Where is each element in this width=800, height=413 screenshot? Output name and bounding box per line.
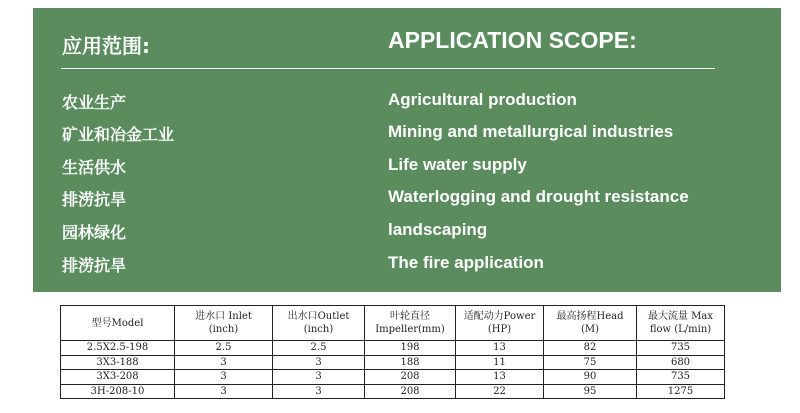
- cell-inlet: 3: [175, 370, 273, 385]
- cell-impeller: 188: [365, 355, 456, 370]
- cell-outlet: 2.5: [273, 341, 365, 356]
- header-max-flow: 最大流量 Max flow (L/min): [637, 306, 725, 341]
- table-row: [61, 355, 725, 370]
- cell-head: 95: [544, 384, 637, 399]
- table-row: [61, 341, 725, 356]
- table-row: [61, 370, 725, 385]
- cell-impeller: 208: [365, 370, 456, 385]
- cell-outlet: 3: [273, 370, 365, 385]
- cell-outlet: 3: [273, 384, 365, 399]
- cell-inlet: 2.5: [175, 341, 273, 356]
- cell-model: 2.5X2.5-198: [61, 341, 175, 356]
- scope-item-cn: 生活供水: [62, 158, 127, 177]
- table-header-row: [61, 306, 725, 341]
- scope-item-en: The fire application: [388, 253, 544, 272]
- cell-impeller: 208: [365, 384, 456, 399]
- scope-item-cn: 排涝抗旱: [62, 256, 127, 275]
- scope-item-en: Life water supply: [388, 155, 527, 174]
- scope-item-en: Agricultural production: [388, 90, 577, 109]
- cell-impeller: 198: [365, 341, 456, 356]
- header-model: 型号Model: [61, 306, 175, 341]
- cell-head: 75: [544, 355, 637, 370]
- cell-power: 22: [456, 384, 544, 399]
- scope-item-en: Mining and metallurgical industries: [388, 122, 674, 141]
- cell-power: 11: [456, 355, 544, 370]
- scope-item-cn: 农业生产: [62, 93, 127, 112]
- scope-item-cn: 矿业和冶金工业: [62, 125, 175, 144]
- scope-item-en: landscaping: [388, 220, 488, 239]
- cell-max-flow: 735: [637, 341, 725, 356]
- table-row: [61, 384, 725, 399]
- header-inlet: 进水口 Inlet (inch): [175, 306, 273, 341]
- scope-item-en: Waterlogging and drought resistance: [388, 187, 689, 206]
- cell-inlet: 3: [175, 384, 273, 399]
- header-power: 适配动力Power (HP): [456, 306, 544, 341]
- cell-power: 13: [456, 370, 544, 385]
- cell-max-flow: 1275: [637, 384, 725, 399]
- application-scope-panel: [33, 8, 781, 292]
- header-head: 最高扬程Head (M): [544, 306, 637, 341]
- cell-max-flow: 735: [637, 370, 725, 385]
- header-outlet: 出水口Outlet (inch): [273, 306, 365, 341]
- cell-head: 82: [544, 341, 637, 356]
- cell-outlet: 3: [273, 355, 365, 370]
- cell-max-flow: 680: [637, 355, 725, 370]
- cell-model: 3H-208-10: [61, 384, 175, 399]
- scope-heading-cn: 应用范围:: [62, 34, 150, 58]
- header-impeller: 叶轮直径 Impeller(mm): [365, 306, 456, 341]
- specification-table: [60, 305, 725, 399]
- cell-model: 3X3-188: [61, 355, 175, 370]
- specification-table-wrapper: [60, 305, 724, 399]
- cell-model: 3X3-208: [61, 370, 175, 385]
- heading-divider: [61, 68, 715, 69]
- cell-power: 13: [456, 341, 544, 356]
- cell-inlet: 3: [175, 355, 273, 370]
- scope-item-cn: 园林绿化: [62, 223, 127, 242]
- cell-head: 90: [544, 370, 637, 385]
- scope-heading-en: APPLICATION SCOPE:: [388, 27, 637, 53]
- scope-item-cn: 排涝抗旱: [62, 190, 127, 209]
